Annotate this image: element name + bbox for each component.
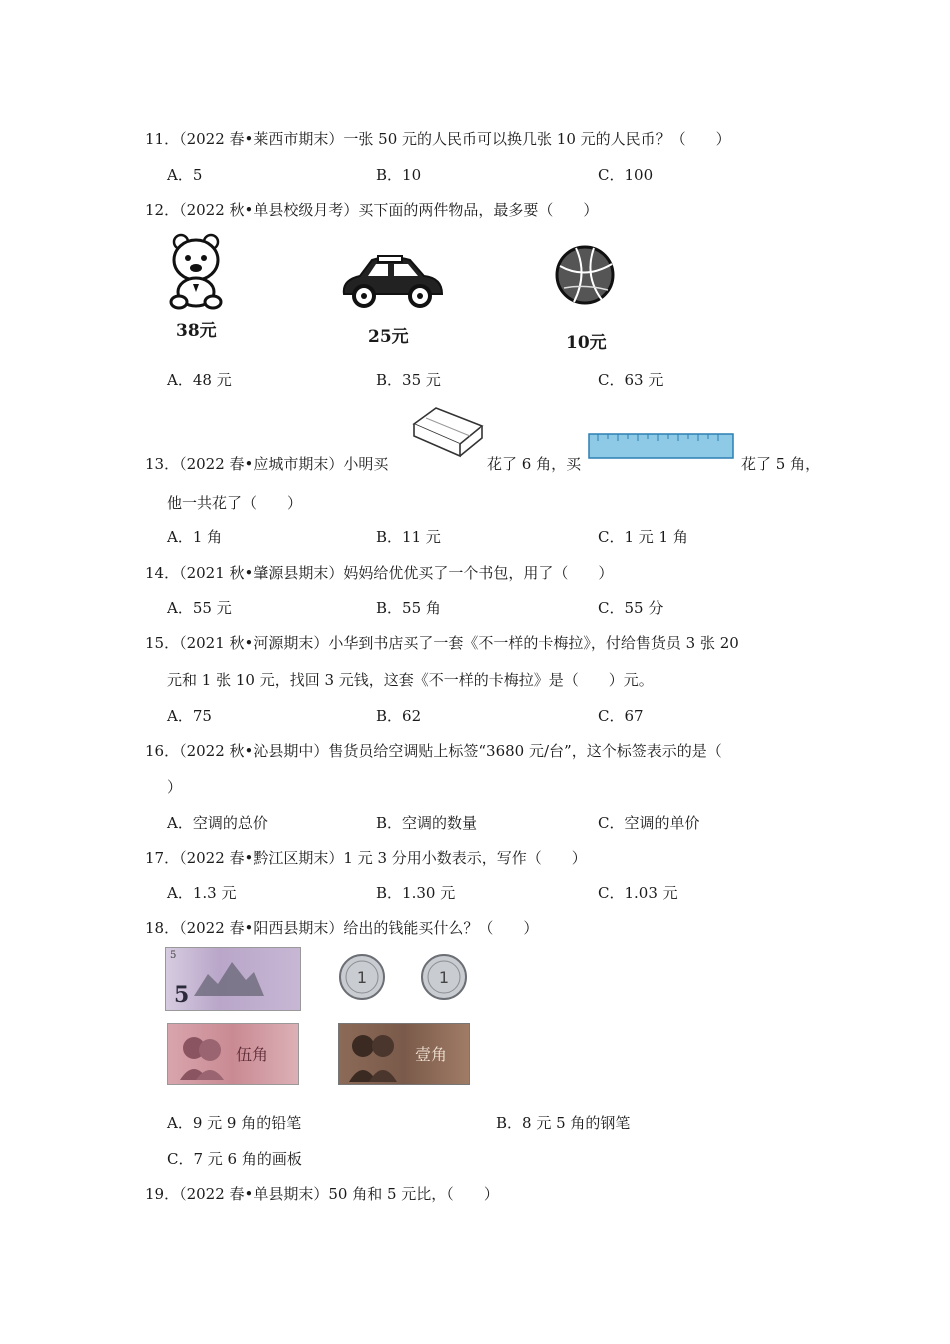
q13-option-c[interactable]: C．1 元 1 角 (598, 528, 688, 546)
question-13-part-2: 花了 6 角，买 (487, 455, 582, 473)
note-denomination: 5 (174, 982, 190, 1008)
q17-option-b[interactable]: B．1.30 元 (376, 884, 456, 902)
note-label: 伍角 (236, 1045, 269, 1064)
question-16-line-1: 16．（2022 秋•沁县期中）售货员给空调贴上标签“3680 元/台”，这个标签表示的是（ (145, 742, 722, 760)
q14-option-a[interactable]: A．55 元 (167, 599, 232, 617)
q16-option-b[interactable]: B．空调的数量 (376, 814, 478, 832)
q11-option-c[interactable]: C．100 (598, 166, 654, 184)
five-yuan-note (165, 947, 301, 1011)
question-13-part-4: 他一共花了（ ） (167, 494, 303, 512)
question-18: 18．（2022 春•阳西县期末）给出的钱能买什么？（ ） (145, 919, 539, 937)
portrait-icon (345, 1028, 401, 1082)
ball-icon (554, 244, 616, 306)
q13-option-a[interactable]: A．1 角 (167, 528, 223, 546)
q15-option-c[interactable]: C．67 (598, 707, 644, 725)
toy-car-icon (338, 254, 446, 310)
note-corner-digit: 5 (170, 950, 177, 961)
q12-option-b[interactable]: B．35 元 (376, 371, 441, 389)
note-label: 壹角 (415, 1045, 448, 1064)
eraser-icon (410, 404, 486, 462)
q11-option-a[interactable]: A．5 (167, 166, 203, 184)
question-13-part-3: 花了 5 角， (741, 455, 821, 473)
portrait-icon (176, 1030, 226, 1080)
q13-option-b[interactable]: B．11 元 (376, 528, 441, 546)
question-15-line-1: 15．（2021 秋•河源期末）小华到书店买了一套《不一样的卡梅拉》，付给售货员 3 张 20 (145, 634, 739, 652)
q18-option-a[interactable]: A．9 元 9 角的铅笔 (167, 1114, 302, 1132)
q17-option-a[interactable]: A．1.3 元 (167, 884, 237, 902)
ruler-icon (588, 433, 734, 459)
question-13-part-1: 13．（2022 春•应城市期末）小明买 (145, 455, 389, 473)
q12-option-c[interactable]: C．63 元 (598, 371, 664, 389)
q15-option-b[interactable]: B．62 (376, 707, 422, 725)
q11-option-b[interactable]: B．10 (376, 166, 422, 184)
question-14: 14．（2021 秋•肇源县期末）妈妈给优优买了一个书包，用了（ ） (145, 564, 614, 582)
question-12: 12．（2022 秋•单县校级月考）买下面的两件物品，最多要（ ） (145, 201, 599, 219)
bear-toy-icon (165, 232, 235, 312)
ball-price: 10元 (566, 333, 607, 353)
q14-option-c[interactable]: C．55 分 (598, 599, 664, 617)
question-19: 19．（2022 春•单县期末）50 角和 5 元比，（ ） (145, 1185, 499, 1203)
q15-option-a[interactable]: A．75 (167, 707, 212, 725)
q12-option-a[interactable]: A．48 元 (167, 371, 232, 389)
one-yuan-coin-icon (420, 953, 468, 1001)
coin-digit: 1 (438, 968, 450, 987)
q18-option-c[interactable]: C．7 元 6 角的画板 (167, 1150, 302, 1168)
mountain-icon (194, 956, 264, 1000)
q16-option-a[interactable]: A．空调的总价 (167, 814, 268, 832)
question-11: 11．（2022 春•莱西市期末）一张 50 元的人民币可以换几张 10 元的人民币？（ ） (145, 130, 731, 148)
five-jiao-note (167, 1023, 299, 1085)
question-15-line-2: 元和 1 张 10 元，找回 3 元钱，这套《不一样的卡梅拉》是（ ）元。 (167, 671, 654, 689)
car-price: 25元 (368, 327, 409, 347)
question-16-line-2: ） (167, 778, 183, 796)
q18-option-b[interactable]: B．8 元 5 角的钢笔 (496, 1114, 631, 1132)
bear-price: 38元 (176, 321, 217, 341)
q17-option-c[interactable]: C．1.03 元 (598, 884, 678, 902)
one-yuan-coin-icon (338, 953, 386, 1001)
q14-option-b[interactable]: B．55 角 (376, 599, 441, 617)
question-17: 17．（2022 春•黔江区期末）1 元 3 分用小数表示，写作（ ） (145, 849, 587, 867)
one-jiao-note (338, 1023, 470, 1085)
q16-option-c[interactable]: C．空调的单价 (598, 814, 700, 832)
coin-digit: 1 (356, 968, 368, 987)
